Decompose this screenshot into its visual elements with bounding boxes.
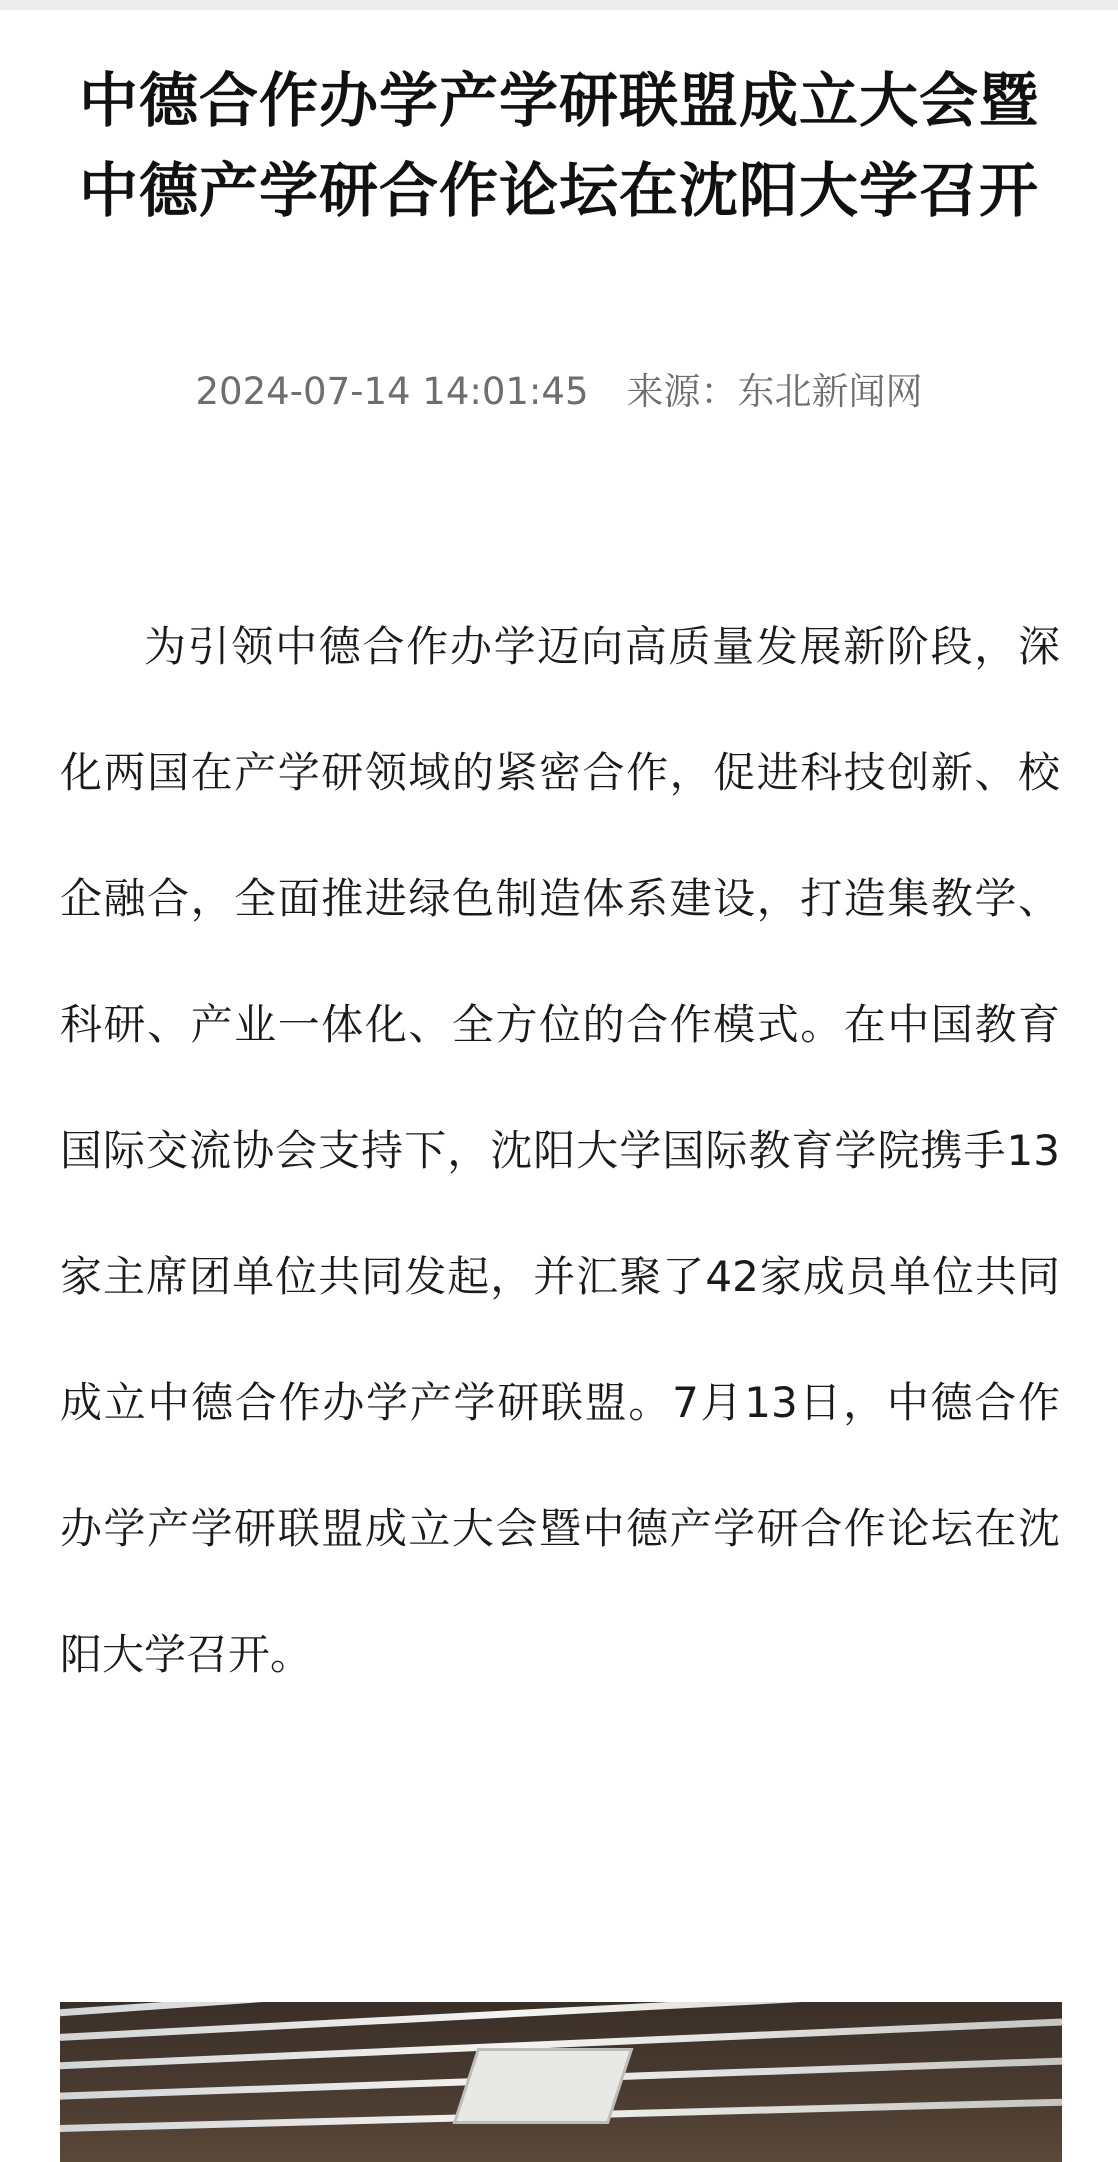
- publish-date: 2024-07-14 14:01:45: [195, 370, 589, 413]
- article: [0, 10, 1118, 1718]
- article-meta: [0, 368, 1118, 416]
- ceiling-vent: [453, 2048, 634, 2124]
- ceiling-slat: [60, 2002, 1062, 2043]
- article-title: 中德合作办学产学研联盟成立大会暨中德产学研合作论坛在沈阳大学召开: [78, 66, 1039, 225]
- article-body-paragraph: 为引领中德合作办学迈向高质量发展新阶段，深化两国在产学研领域的紧密合作，促进科技创新、校企融合，全面推进绿色制造体系建设，打造集教学、科研、产业一体化、全方位的合作模式。在中国教育国际交流协会支持下，沈阳大学国际教育学院携手13家主席团单位共同发起，并汇聚了42家成员单位共同成立中德合作办学产学研联盟。7月13日，中德合作办学产学研联盟成立大会暨中德产学研合作论坛在沈阳大学召开。: [60, 622, 1060, 1679]
- top-status-strip: [0, 0, 1118, 10]
- article-photo[interactable]: [60, 2002, 1062, 2162]
- article-source: 来源：东北新闻网: [626, 370, 923, 413]
